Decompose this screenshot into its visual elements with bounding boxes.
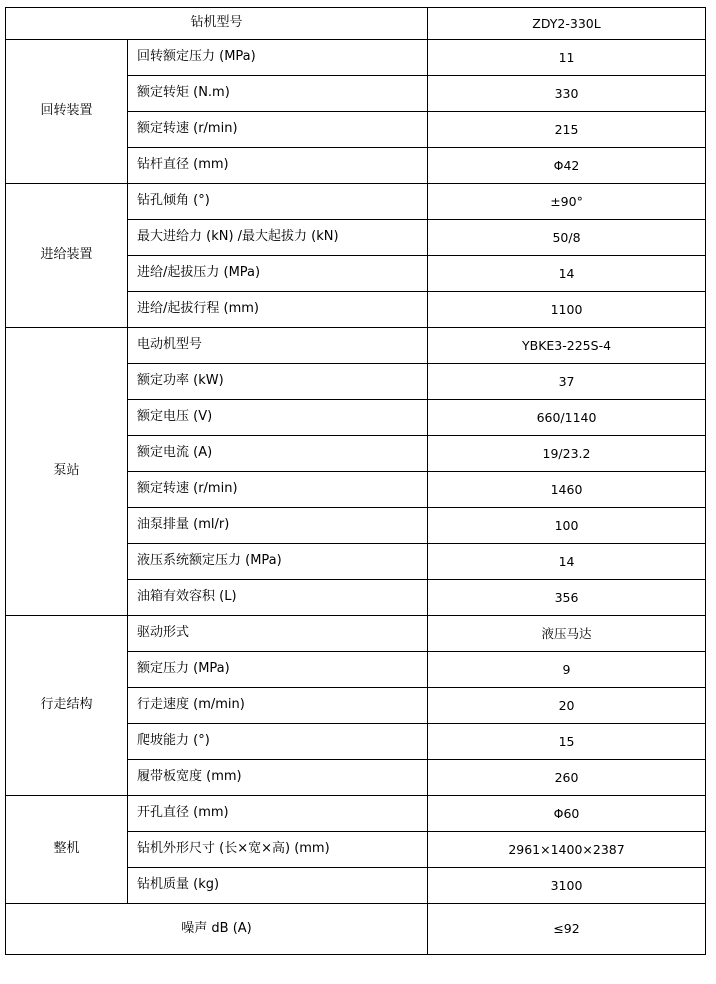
spec-value: 20	[428, 688, 706, 724]
spec-label: 额定转速 (r/min)	[128, 112, 428, 148]
spec-value: 19/23.2	[428, 436, 706, 472]
group-name-rotation: 回转装置	[6, 40, 128, 184]
spec-value: 660/1140	[428, 400, 706, 436]
spec-value: 37	[428, 364, 706, 400]
spec-label: 液压系统额定压力 (MPa)	[128, 544, 428, 580]
header-model-label: 钻机型号	[6, 8, 428, 40]
spec-label: 油箱有效容积 (L)	[128, 580, 428, 616]
spec-label: 钻孔倾角 (°)	[128, 184, 428, 220]
spec-value: 330	[428, 76, 706, 112]
header-model-value: ZDY2-330L	[428, 8, 706, 40]
spec-label: 额定电流 (A)	[128, 436, 428, 472]
noise-label: 噪声 dB (A)	[6, 904, 428, 955]
spec-value: 356	[428, 580, 706, 616]
spec-label: 行走速度 (m/min)	[128, 688, 428, 724]
spec-label: 油泵排量 (ml/r)	[128, 508, 428, 544]
group-name-feed: 进给装置	[6, 184, 128, 328]
spec-value: 14	[428, 544, 706, 580]
table-row-noise	[6, 904, 706, 955]
group-name-travel: 行走结构	[6, 616, 128, 796]
spec-value: YBKE3-225S-4	[428, 328, 706, 364]
spec-label: 开孔直径 (mm)	[128, 796, 428, 832]
spec-value: Φ42	[428, 148, 706, 184]
table-row	[6, 40, 706, 76]
noise-value: ≤92	[428, 904, 706, 955]
spec-label: 额定电压 (V)	[128, 400, 428, 436]
spec-value: ±90°	[428, 184, 706, 220]
spec-value: 15	[428, 724, 706, 760]
spec-label: 回转额定压力 (MPa)	[128, 40, 428, 76]
spec-label: 钻杆直径 (mm)	[128, 148, 428, 184]
spec-value: 3100	[428, 868, 706, 904]
spec-label: 履带板宽度 (mm)	[128, 760, 428, 796]
spec-value: 1100	[428, 292, 706, 328]
spec-label: 额定功率 (kW)	[128, 364, 428, 400]
spec-value: 液压马达	[428, 616, 706, 652]
spec-value: 215	[428, 112, 706, 148]
spec-value: 2961×1400×2387	[428, 832, 706, 868]
drill-spec-table	[5, 7, 706, 955]
spec-label: 爬坡能力 (°)	[128, 724, 428, 760]
spec-label: 额定转矩 (N.m)	[128, 76, 428, 112]
table-row	[6, 796, 706, 832]
table-row	[6, 616, 706, 652]
group-name-pump-station: 泵站	[6, 328, 128, 616]
table-row	[6, 328, 706, 364]
spec-label: 钻机外形尺寸 (长×宽×高) (mm)	[128, 832, 428, 868]
spec-value: 1460	[428, 472, 706, 508]
spec-value: 11	[428, 40, 706, 76]
spec-label: 额定转速 (r/min)	[128, 472, 428, 508]
spec-value: 9	[428, 652, 706, 688]
spec-label: 进给/起拔压力 (MPa)	[128, 256, 428, 292]
spec-label: 最大进给力 (kN) /最大起拔力 (kN)	[128, 220, 428, 256]
spec-value: 50/8	[428, 220, 706, 256]
spec-value: Φ60	[428, 796, 706, 832]
spec-value: 100	[428, 508, 706, 544]
spec-label: 钻机质量 (kg)	[128, 868, 428, 904]
spec-value: 260	[428, 760, 706, 796]
table-row-header	[6, 8, 706, 40]
table-row	[6, 184, 706, 220]
spec-label: 额定压力 (MPa)	[128, 652, 428, 688]
drill-spec-table-container	[5, 7, 706, 955]
spec-label: 进给/起拔行程 (mm)	[128, 292, 428, 328]
group-name-whole-machine: 整机	[6, 796, 128, 904]
spec-label: 电动机型号	[128, 328, 428, 364]
spec-value: 14	[428, 256, 706, 292]
spec-label: 驱动形式	[128, 616, 428, 652]
